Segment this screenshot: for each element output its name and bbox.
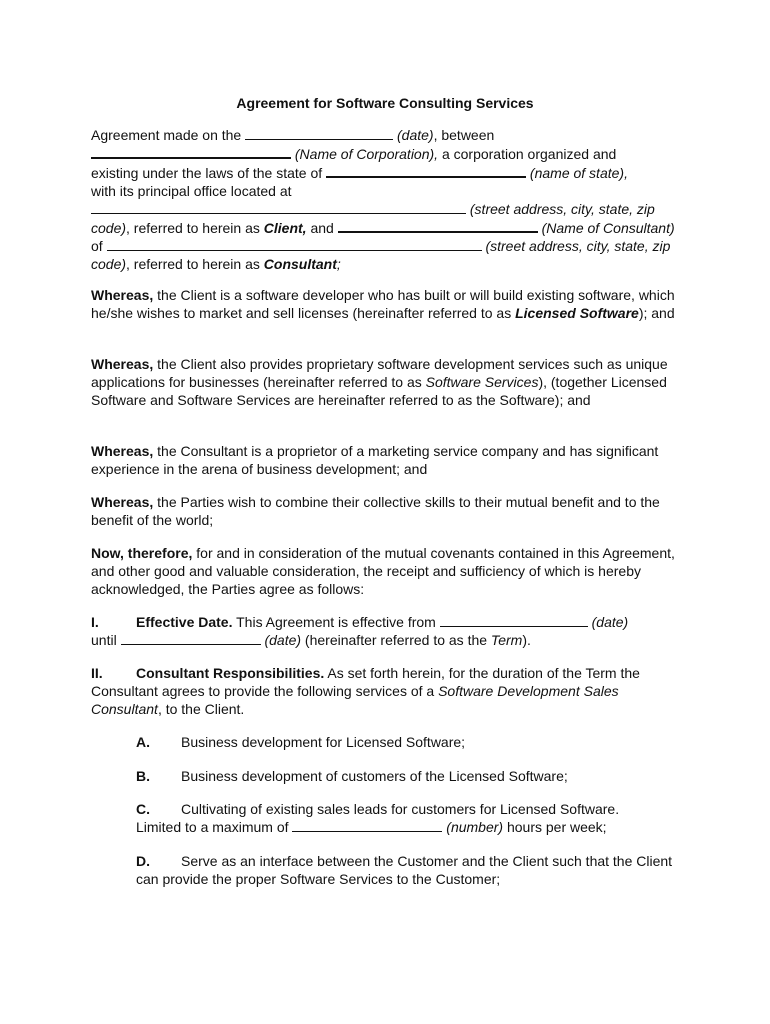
intro-line-2 xyxy=(91,144,681,163)
section-number: I. xyxy=(91,614,99,630)
date-hint: (date) xyxy=(397,127,434,143)
state-hint: (name of state), xyxy=(529,165,628,181)
software-services-term: Software Services xyxy=(425,374,539,390)
corporation-hint: (Name of Corporation), xyxy=(294,146,439,162)
intro-text: existing under the laws of the state of xyxy=(91,165,327,181)
licensed-software-term: Licensed Software xyxy=(515,305,639,321)
intro-line-4 xyxy=(91,182,681,200)
intro-text: of xyxy=(91,238,107,254)
whereas-text: ), (together Licensed Software and Software Services are hereinafter referred to as the Software); and xyxy=(91,374,667,408)
list-item xyxy=(136,800,681,836)
section-effective-date xyxy=(91,613,681,649)
item-text: Business development for Licensed Software; xyxy=(181,734,466,750)
intro-text: ; xyxy=(336,256,341,272)
item-letter: C. xyxy=(136,801,150,817)
consultant-hint: (Name of Consultant) xyxy=(541,220,675,236)
whereas-text: the Client also provides proprietary software development services such as unique applications for businesses (hereinafter referred to as xyxy=(91,356,668,390)
therefore-lead: Now, therefore, xyxy=(91,545,193,561)
list-item xyxy=(136,767,681,785)
item-text: Limited to a maximum of xyxy=(136,819,293,835)
therefore-text: for and in consideration of the mutual covenants contained in this Agreement, and other good and valuable consideration, the receipt and sufficiency of which is hereby acknowledged, the Parties agree as follows: xyxy=(91,545,675,597)
whereas-1 xyxy=(91,286,681,322)
address-hint: (street address, city, state, zip code) xyxy=(91,238,671,272)
hours-blank[interactable] xyxy=(292,818,442,832)
whereas-3 xyxy=(91,442,681,478)
number-hint: (number) xyxy=(446,819,504,835)
date-hint: (date) xyxy=(264,632,302,648)
section-consultant-responsibilities xyxy=(91,664,681,718)
intro-text: with its principal office located at xyxy=(91,183,292,199)
consultant-name-blank[interactable] xyxy=(338,218,538,233)
corporation-name-blank[interactable] xyxy=(91,144,291,159)
intro-text: Agreement made on the xyxy=(91,127,246,143)
intro-text: and xyxy=(306,220,338,236)
date-hint: (date) xyxy=(591,614,629,630)
client-term: Client, xyxy=(263,220,307,236)
client-address-blank[interactable] xyxy=(91,200,466,214)
intro-text: , referred to herein as xyxy=(126,220,264,236)
intro-line-3 xyxy=(91,163,681,182)
start-date-blank[interactable] xyxy=(440,613,588,627)
item-text: Serve as an interface between the Customer and the Client such that the Client can provide the proper Software Services to the Customer; xyxy=(136,853,673,887)
whereas-text: the Client is a software developer who has built or will build existing software, which he/she wishes to market and sell licenses (hereinafter referred to as xyxy=(91,287,675,321)
section-heading: Effective Date. xyxy=(136,614,233,630)
section-text: As set forth herein, for the duration of the Term the Consultant agrees to provide the following services of a xyxy=(91,665,640,699)
intro-text: a corporation organized and xyxy=(438,146,617,162)
date-blank[interactable] xyxy=(245,126,393,140)
list-item xyxy=(136,733,681,751)
consultant-address-blank[interactable] xyxy=(107,237,482,251)
term-word: Term xyxy=(490,632,523,648)
item-letter: A. xyxy=(136,734,150,750)
whereas-lead: Whereas, xyxy=(91,494,154,510)
intro-paragraph xyxy=(91,126,681,273)
section-heading: Consultant Responsibilities. xyxy=(136,665,325,681)
section-text: , to the Client. xyxy=(157,701,245,717)
role-term: Software Development Sales Consultant xyxy=(91,683,619,717)
list-item xyxy=(136,852,681,888)
whereas-text: the Consultant is a proprietor of a marketing service company and has significant experience in the arena of business development; and xyxy=(91,443,659,477)
whereas-lead: Whereas, xyxy=(91,443,154,459)
whereas-2 xyxy=(91,355,681,409)
whereas-lead: Whereas, xyxy=(91,287,154,303)
section-number: II. xyxy=(91,665,103,681)
document-title: Agreement for Software Consulting Services xyxy=(236,95,534,111)
item-text: hours per week; xyxy=(503,819,607,835)
whereas-lead: Whereas, xyxy=(91,356,154,372)
section-text: (hereinafter referred to as the xyxy=(301,632,491,648)
intro-line-1 xyxy=(91,126,681,144)
intro-line-5 xyxy=(91,200,681,273)
section-text: until xyxy=(91,632,121,648)
whereas-text: ); and xyxy=(638,305,675,321)
item-letter: B. xyxy=(136,768,150,784)
address-hint: (street address, city, state, zip code) xyxy=(91,201,655,236)
therefore-paragraph xyxy=(91,544,681,598)
section-text: This Agreement is effective from xyxy=(232,614,440,630)
item-text: Cultivating of existing sales leads for customers for Licensed Software. xyxy=(181,801,620,817)
end-date-blank[interactable] xyxy=(121,631,261,645)
section-text: ). xyxy=(522,632,531,648)
whereas-text: the Parties wish to combine their collective skills to their mutual benefit and to the benefit of the world; xyxy=(91,494,660,528)
item-letter: D. xyxy=(136,853,150,869)
item-text: Business development of customers of the Licensed Software; xyxy=(181,768,568,784)
state-blank[interactable] xyxy=(326,163,526,178)
whereas-4 xyxy=(91,493,681,529)
intro-text: , between xyxy=(433,127,495,143)
intro-text: , referred to herein as xyxy=(126,256,264,272)
consultant-term: Consultant xyxy=(263,256,337,272)
